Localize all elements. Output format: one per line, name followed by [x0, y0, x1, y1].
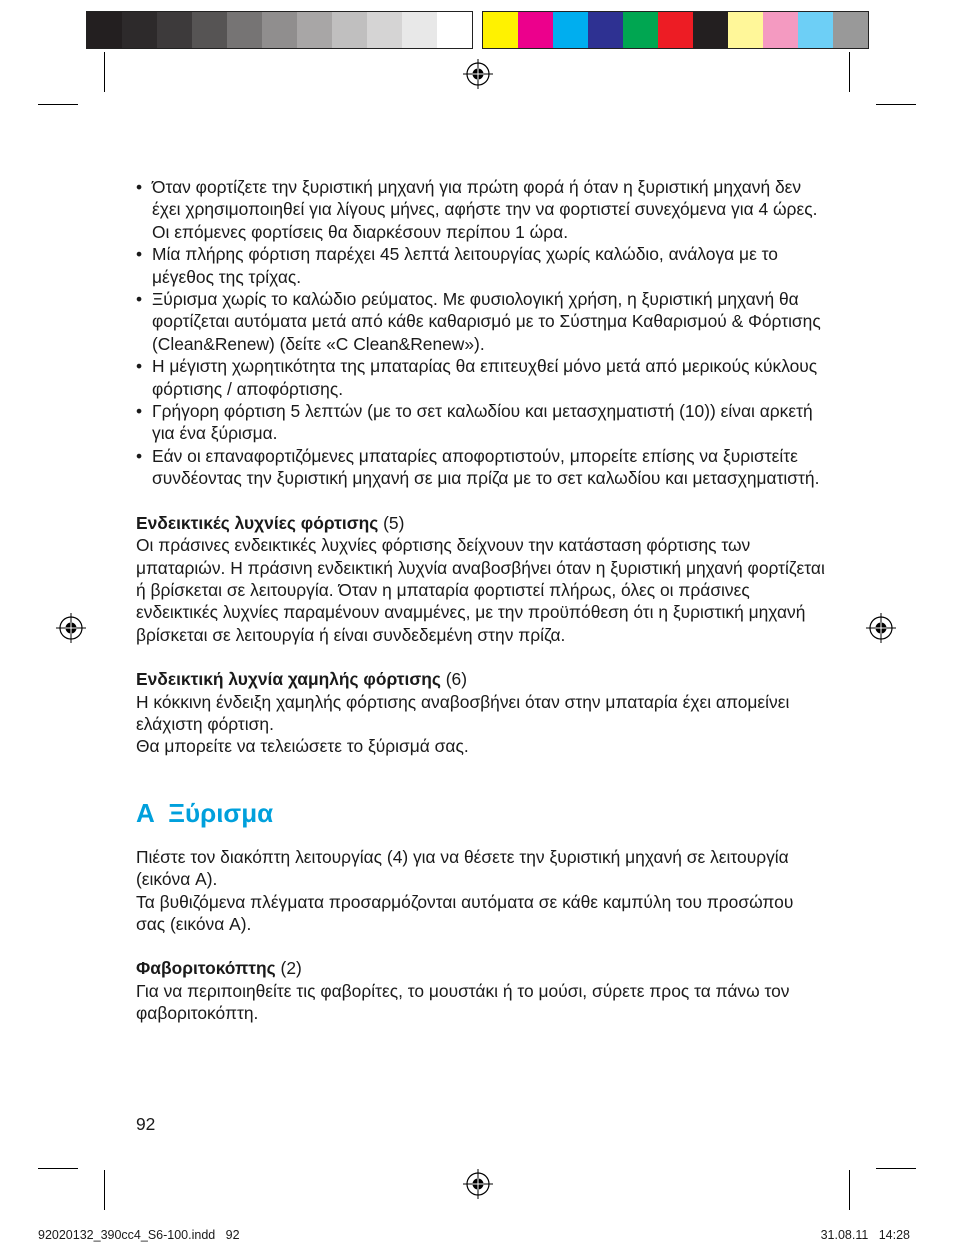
color-swatch	[553, 12, 588, 48]
footer-timestamp: 31.08.11 14:28	[820, 1228, 910, 1242]
charging-notes-list	[136, 176, 826, 490]
crop-mark	[849, 52, 850, 92]
footer-filename: 92020132_390cc4_S6-100.indd 92	[38, 1228, 240, 1242]
list-item: • Γρήγορη φόρτιση 5 λεπτών (με το σετ καλωδίου και μετασχηματιστή (10)) είναι αρκετή για ένα ξύρισμα.	[136, 401, 813, 444]
color-swatch	[658, 12, 693, 48]
color-swatch	[728, 12, 763, 48]
process-color-bar	[482, 11, 869, 49]
page-number: 92	[136, 1114, 156, 1134]
color-swatch	[763, 12, 798, 48]
list-item: • Εάν οι επαναφορτιζόμενες μπαταρίες αποφορτιστούν, μπορείτε επίσης να ξυριστείτε συνδέοντας την ξυριστική μηχανή σε μια πρίζα με το σετ καλωδίου και μετασχηματιστή.	[136, 445, 820, 489]
trimmer-title: Φαβοριτοκόπτης (2)	[136, 958, 302, 979]
color-swatch	[798, 12, 833, 48]
registration-mark-right-icon	[866, 613, 896, 643]
color-swatch	[483, 12, 518, 48]
registration-mark-top-icon	[463, 59, 493, 89]
crop-mark	[38, 104, 78, 105]
low-charge-title: Ενδεικτική λυχνία χαμηλής φόρτισης (6)	[136, 669, 468, 690]
low-charge-section	[136, 668, 826, 758]
color-swatch	[87, 12, 122, 48]
grayscale-color-bar	[86, 11, 473, 49]
trimmer-section	[136, 957, 826, 1024]
crop-mark	[104, 52, 105, 92]
color-swatch	[588, 12, 623, 48]
list-item: • Μία πλήρης φόρτιση παρέχει 45 λεπτά λειτουργίας χωρίς καλώδιο, ανάλογα με το μέγεθος της τρίχας.	[136, 244, 778, 287]
color-swatch	[623, 12, 658, 48]
color-swatch	[122, 12, 157, 48]
crop-mark	[104, 1170, 105, 1210]
registration-mark-left-icon	[56, 613, 86, 643]
color-swatch	[262, 12, 297, 48]
list-item: • Όταν φορτίζετε την ξυριστική μηχανή για πρώτη φορά ή όταν η ξυριστική μηχανή δεν έχει χρησιμοποιηθεί για λίγους μήνες, αφήστε την να φορτιστεί συνεχόμενα για 4 ώρες. Οι επόμενες φορτίσεις θα διαρκέσουν περίπου 1 ώρα.	[136, 177, 818, 242]
charge-lights-text: Οι πράσινες ενδεικτικές λυχνίες φόρτισης δείχνουν την κατάσταση φόρτισης των μπαταριών. Η πράσινη ενδεικτική λυχνία αναβοσβήνει όταν η ξυριστική μηχανή φορτίζεται ή βρίσκεται σε λειτουργία. Όταν η μπαταρία φορτιστεί πλήρως, όλες οι πράσινες ενδεικτικές λυχνίες παραμένουν αναμμένες, με την προϋπόθεση ότι η ξυριστική μηχανή βρίσκεται σε λειτουργία ή είναι συνδεδεμένη στην πρίζα.	[136, 535, 825, 645]
section-heading: A Ξύρισμα	[136, 797, 274, 828]
crop-mark	[876, 1168, 916, 1169]
crop-mark	[876, 104, 916, 105]
color-swatch	[367, 12, 402, 48]
trimmer-text: Για να περιποιηθείτε τις φαβορίτες, το μουστάκι ή το μούσι, σύρετε προς τα πάνω τον φαβοριτοκόπτη.	[136, 980, 790, 1024]
shaving-foils-text: Τα βυθιζόμενα πλέγματα προσαρμόζονται αυτόματα σε κάθε καμπύλη του προσώπου σας (εικόνα A).	[136, 891, 794, 934]
shaving-section	[136, 798, 826, 936]
color-swatch	[192, 12, 227, 48]
color-swatch	[833, 12, 868, 48]
color-swatch	[297, 12, 332, 48]
list-item: • Ξύρισμα χωρίς το καλώδιο ρεύματος. Με φυσιολογική χρήση, η ξυριστική μηχανή θα φορτίζεται αυτόματα μετά από κάθε καθαρισμό με το Σύστημα Καθαρισμού & Φόρτισης (Clean&Renew) (δείτε «C Clean&Renew»).	[136, 289, 821, 354]
charge-lights-section	[136, 512, 826, 646]
low-charge-note: Θα μπορείτε να τελειώσετε το ξύρισμά σας.	[136, 736, 469, 757]
color-swatch	[157, 12, 192, 48]
shaving-instruction: Πιέστε τον διακόπτη λειτουργίας (4) για να θέσετε την ξυριστική μηχανή σε λειτουργία (εικόνα A).	[136, 846, 789, 890]
color-swatch	[693, 12, 728, 48]
low-charge-text: Η κόκκινη ένδειξη χαμηλής φόρτισης αναβοσβήνει όταν στην μπαταρία έχει απομείνει ελάχιστη φόρτιση.	[136, 691, 790, 734]
color-swatch	[332, 12, 367, 48]
crop-mark	[849, 1170, 850, 1210]
list-item: • Η μέγιστη χωρητικότητα της μπαταρίας θα επιτευχθεί μόνο μετά από μερικούς κύκλους φόρτισης / αποφόρτισης.	[136, 356, 818, 399]
crop-mark	[38, 1168, 78, 1169]
page-content	[136, 176, 826, 1025]
color-swatch	[227, 12, 262, 48]
registration-mark-bottom-icon	[463, 1169, 493, 1199]
color-swatch	[518, 12, 553, 48]
color-swatch	[402, 12, 437, 48]
color-swatch	[437, 12, 472, 48]
charge-lights-title: Ενδεικτικές λυχνίες φόρτισης (5)	[136, 512, 405, 533]
